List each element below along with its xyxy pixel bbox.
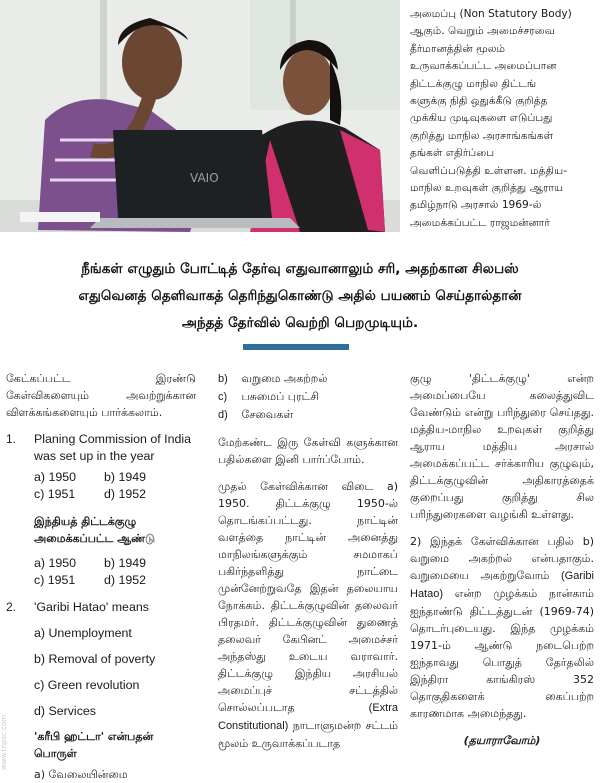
text-line: மாநில உறவுகள் குறித்து ஆராய: [410, 182, 564, 195]
text-run: 2) இந்தக் கேள்விக்கான பதில் b) வறுமை அகற்றல் என்பதாகும். வறுமையை அகற்றுவோம்: [410, 535, 594, 582]
option: a) வேலையின்மை: [34, 768, 128, 781]
text-line: முக்கிய முடிவுகளை எடுப்பது: [410, 112, 553, 125]
intro-column-continuation: [410, 6, 592, 232]
option: b) 1949: [104, 556, 147, 570]
option: d) Services: [34, 704, 96, 718]
text-line: உருவாக்கப்பட்ட அமைப்பான: [410, 60, 557, 73]
answers-column: [218, 370, 398, 752]
answer-1-explanation: [218, 478, 398, 752]
question-2-tamil: 'கரீபி ஹட்டா' என்பதன் பொருள்: [34, 730, 154, 760]
intro-paragraph: கேட்கப்பட்ட இரண்டு கேள்விகளையும் அவற்றுக்கான விளக்கங்களையும் பார்க்கலாம்.: [6, 372, 196, 419]
option-letter: d): [218, 409, 228, 421]
text-line: அமைக்கப்பட்ட ராஜமன்னார்: [410, 216, 550, 229]
text-run: நாடாளுமன்ற சட்டம் மூலம் உருவாக்கப்படாத: [218, 719, 398, 750]
option: a) 1950: [34, 470, 77, 484]
text-line: தீர்மானத்தின் மூலம்: [410, 42, 506, 55]
question-1-options: [34, 469, 196, 503]
text-run: என்ற முழக்கம் நான்காம் ஐந்தாண்டு திட்டத்துடன் (1969-74) தொடர்புடையது. இந்த முழக்கம் 1971-ம் ஆண்டு நடைபெற்ற ஐந்தாவது பொதுத் தேர்தலில் இந்திரா காங்கிரஸ் 352 தொகுதிகளைக் கைப்பற்ற காரணமாக அமைந்தது.: [410, 587, 595, 720]
question-1: [6, 431, 196, 465]
answer-1-continued: குழு 'திட்டக்குழு' என்ற அமைப்பையே கலைத்துவிட வேண்டும் என்று பரிந்துரை செய்தது. மத்திய-மாநில உறவுகள் குறித்து ஆராய மத்திய அரசால் அமைக்கப்பட்ட சர்க்காரிய குழுவும், திட்டக்குழுவின் அதிகாரத்தைக் குறைப்பது குறித்து சில பரிந்துரைகளை வழங்கி உள்ளது.: [410, 372, 594, 521]
option: a) 1950: [34, 556, 77, 570]
text-line: வெளிப்படுத்தி உள்ளன. மத்திய-: [410, 164, 568, 177]
watermark: www.tnpsc.com: [0, 714, 8, 770]
text-run: முதல் கேள்விக்கான விடை a) 1950. திட்டக்குழு 1950-ல் தொடங்கப்பட்டது. நாட்டின் வளத்தை நாட்டின் அனைத்து மாநிலங்களுக்கும் சமமாகப் பகிர்ந்தளித்து நாட்டை முன்னேற்றுவதே இதன் தலையாய நோக்கம். திட்டக்குழுவின் தலைவர் பிரதமர். திட்டக்குழுவின் துணைத் தலைவர் கேபினட் அமைச்சர் அந்தஸ்து உடைய வராவார். திட்டக்குழு இந்திய அரசியல் அமைப்புச் சட்டத்தில் சொல்லப்படாத: [218, 480, 398, 714]
hero-photo: [0, 0, 400, 232]
text-line: அமைப்பு (Non Statutory Body): [410, 8, 572, 20]
question-text: Planing Commission of India was set up in the year: [34, 432, 192, 463]
question-number: 2.: [6, 600, 17, 614]
option-text: பசுமைப் புரட்சி: [241, 390, 320, 403]
questions-column: [6, 370, 196, 783]
accent-divider: [243, 344, 349, 350]
question-2: [6, 599, 196, 616]
option: c) Green revolution: [34, 678, 140, 692]
question-1-tamil: இந்தியத் திட்டக்குழு அமைக்கப்பட்ட ஆண்டு: [34, 515, 155, 545]
option-row: [218, 370, 398, 388]
option: d) 1952: [104, 487, 147, 501]
option: b) 1949: [104, 470, 147, 484]
question-number: 1.: [6, 432, 17, 446]
pull-quote-line: அந்தத் தேர்வில் வெற்றி பெறமுடியும்.: [181, 315, 419, 331]
option: c) 1951: [34, 487, 76, 501]
option: a) Unemployment: [34, 626, 132, 640]
option: d) 1952: [104, 573, 147, 587]
text-line: குறித்து மாநில அரசாங்கங்கள்: [410, 129, 554, 142]
text-line: களுக்கு நிதி ஒதுக்கீடு குறித்த: [410, 95, 548, 108]
pull-quote-line: நீங்கள் எழுதும் போட்டித் தேர்வு எதுவானாலும் சரி, அதற்கான சிலபஸ்: [81, 261, 519, 277]
option-letter: b): [218, 373, 228, 385]
option-text: சேவைகள்: [241, 408, 294, 421]
text-line: தமிழ்நாடு அரசால் 1969-ல்: [410, 199, 542, 212]
text-line: ஆகும். வெறும் அமைச்சரவை: [410, 25, 555, 38]
option: c) 1951: [34, 573, 76, 587]
option-row: [218, 388, 398, 406]
answers-column-continued: [410, 370, 594, 749]
pull-quote-line: எதுவெனத் தெளிவாகத் தெரிந்துகொண்டு அதில் பயணம் செய்தால்தான்: [78, 288, 522, 304]
text-run: (Garibi Hatao): [410, 570, 594, 600]
text-run: (Extra Constitutional): [218, 702, 398, 732]
svg-text:VAIO: VAIO: [190, 171, 219, 185]
text-line: தங்கள் எதிர்ப்பை: [410, 147, 495, 160]
answer-2-explanation: [410, 533, 594, 722]
option: b) Removal of poverty: [34, 652, 156, 666]
question-1-tamil-options: [34, 555, 196, 589]
closing-tag: (தயாராவோம்): [463, 734, 541, 747]
question-text: 'Garibi Hatao' means: [34, 600, 149, 614]
students-laptop-illustration: [0, 0, 400, 232]
option-letter: c): [218, 391, 228, 403]
pull-quote: [0, 256, 600, 337]
option-row: [218, 406, 398, 424]
option-text: வறுமை அகற்றல்: [241, 372, 328, 385]
answers-intro: மேற்கண்ட இரு கேள்வி களுக்கான பதில்களை இனி பார்ப்போம்.: [218, 436, 398, 466]
text-line: திட்டக்குழு மாநில திட்டங்: [410, 77, 537, 90]
